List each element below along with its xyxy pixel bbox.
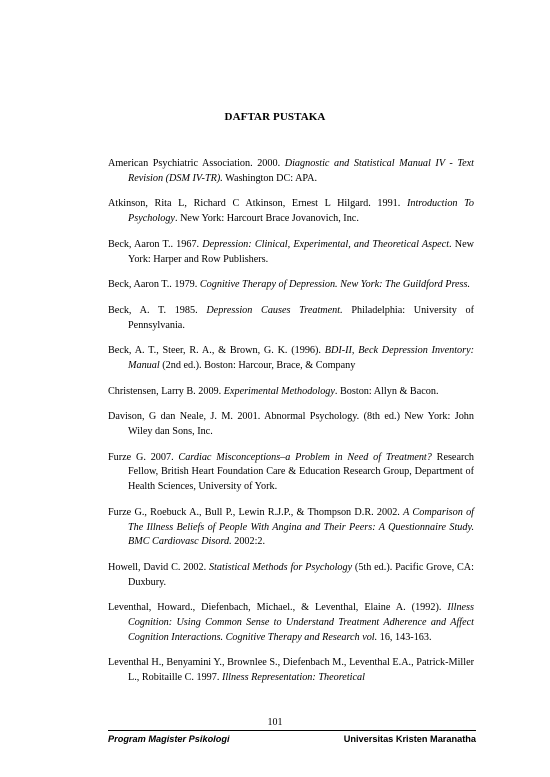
reference-title: Statistical Methods for Psychology (208, 561, 353, 573)
footer-university: Universitas Kristen Maranatha (343, 734, 476, 744)
reference-item (108, 385, 474, 400)
reference-text: Beck, Aaron T.. 1979. (108, 279, 200, 291)
reference-text: . New York: Harcourt Brace Jovanovich, Inc. (174, 213, 359, 225)
reference-text: (2nd ed.). Boston: Harcour, Brace, & Company (159, 359, 356, 371)
reference-title: Experimental Methodology (223, 385, 335, 397)
reference-item (108, 656, 474, 686)
page-number: 101 (267, 717, 283, 728)
reference-text: Beck, A. T. 1985. (108, 304, 207, 316)
reference-list (108, 157, 474, 686)
reference-title: BDI-II, Beck Depression Inventory: Manual (128, 345, 474, 371)
reference-text: Furze G. 2007. (108, 451, 179, 463)
reference-item (108, 561, 474, 591)
reference-title: Depression Causes Treatment. (206, 304, 343, 316)
reference-text: Washington DC: APA. (222, 172, 318, 184)
reference-text: Research Fellow, British Heart Foundation Care & Education Research Group, Department of Health Sciences, University of York. (128, 451, 474, 493)
page-title: DAFTAR PUSTAKA (224, 111, 326, 123)
reference-text: Beck, A. T., Steer, R. A., & Brown, G. K. (1996). (108, 345, 325, 357)
reference-text: Atkinson, Rita L, Richard C Atkinson, Ernest L Hilgard. 1991. (108, 198, 407, 210)
reference-title: A Comparison of The Illness Beliefs of People With Angina and Their Peers: A Questionnaire Study. BMC Cardiovasc Disord. (128, 506, 474, 548)
reference-text: Furze G., Roebuck A., Bull P., Lewin R.J.P., & Thompson D.R. 2002. (108, 506, 404, 518)
reference-text: . Boston: Allyn & Bacon. (334, 385, 439, 397)
reference-item (108, 410, 474, 440)
reference-title: Introduction To Psychology (128, 198, 474, 225)
reference-title: Cardiac Misconceptions–a Problem in Need of Treatment? (178, 451, 432, 463)
reference-item (108, 451, 474, 495)
reference-text: (5th ed.). Pacific Grove, CA: Duxbury. (128, 561, 474, 588)
reference-item (108, 278, 474, 293)
reference-text: Leventhal, Howard., Diefenbach, Michael., & Leventhal, Elaine A. (1992). (108, 602, 448, 614)
reference-text: . New York: Harper and Row Publishers. (128, 238, 474, 265)
reference-title: Illness Representation: Theoretical (221, 672, 365, 684)
reference-item (108, 197, 474, 227)
reference-text: 2002:2. (231, 536, 266, 548)
page-footer (108, 730, 476, 747)
reference-text: Leventhal H., Benyamini Y., Brownlee S., Diefenbach M., Leventhal E.A., Patrick-Miller L., Robitaille C. 1997. (108, 657, 474, 684)
reference-text: Beck, Aaron T.. 1967. (108, 238, 203, 250)
reference-text: American Psychiatric Association. 2000. (108, 158, 285, 169)
reference-title: Cognitive Therapy of Depression. New York: The Guildford Press. (199, 279, 471, 291)
reference-text: Davison, G dan Neale, J. M. 2001. Abnormal Psychology. (8th ed.) New York: John Wiley dan Sons, Inc. (108, 411, 474, 437)
reference-text: Howell, David C. 2002. (108, 561, 209, 573)
reference-text: Philadelphia: University of Pennsylvania. (128, 304, 474, 331)
reference-item (108, 344, 474, 374)
reference-title: Illness Cognition: Using Common Sense to Understand Treatment Adherence and Affect Cognition Interactions. Cognitive Therapy and Research vol. (128, 602, 474, 643)
reference-text: Christensen, Larry B. 2009. (108, 385, 224, 397)
reference-title: Depression: Clinical, Experimental, and Theoretical Aspect (202, 238, 450, 250)
reference-item (108, 157, 474, 187)
reference-title: Diagnostic and Statistical Manual IV - Text Revision (DSM IV-TR). (128, 158, 474, 184)
reference-item (108, 238, 474, 268)
reference-item (108, 506, 474, 550)
reference-text: 16, 143-163. (377, 631, 432, 643)
reference-item (108, 601, 474, 645)
reference-item (108, 304, 474, 334)
footer-program: Program Magister Psikologi (108, 734, 230, 744)
